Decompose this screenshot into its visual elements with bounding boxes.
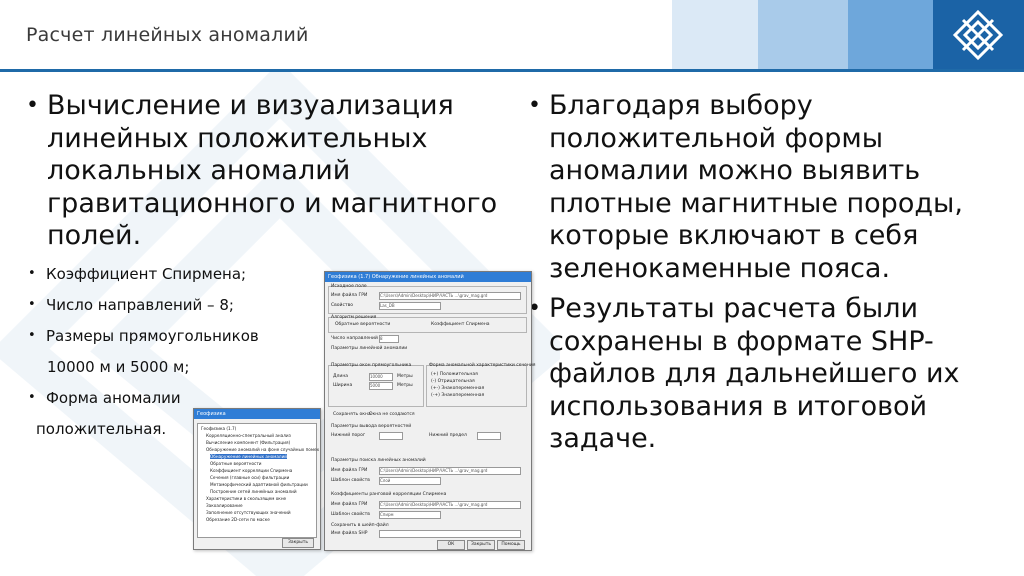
prob-out-label: Нижний предел <box>429 433 467 438</box>
radio-spearman[interactable]: Коэффициент Спирмена <box>431 322 490 327</box>
left-sub-list <box>26 264 326 357</box>
sizes-bullet-line2: 10000 м и 5000 м; <box>47 358 190 376</box>
grid-file-input[interactable]: C:\Users\Admin\Desktop\НИР\ЧАСТЬ ...\grav_mag.grd <box>379 292 521 300</box>
save-windows-checkbox[interactable]: Сохранять окна <box>333 412 371 417</box>
length-label: Длина <box>333 374 349 379</box>
coef-group-label: Коэффициенты ранговой корреляции Спирмена <box>331 492 447 497</box>
tree-node[interactable]: Обнаружение аномалий на фоне случайных помех <box>206 447 320 452</box>
shp-group-label: Параметры поиска линейных аномалий <box>331 458 426 463</box>
right-bullet-positive-form: • Благодаря выбору положительной формы аномалии можно выявить плотные магнитные породы, которые включают в себя зеленокаменные пояса. <box>528 90 998 285</box>
shp-name-input[interactable] <box>379 530 521 538</box>
university-emblem-icon <box>933 0 1024 70</box>
prob-group-label: Параметры вывода вероятностей <box>331 424 412 429</box>
directions-bullet: • Число направлений – 8; <box>26 295 326 315</box>
tree-node[interactable]: Сечения (главные оси) фильтрации <box>210 475 290 480</box>
form-option-alt2[interactable]: (-+) Знакопеременная <box>431 393 485 398</box>
tree-node[interactable]: Геофизика (1.7) <box>201 426 237 431</box>
prob-out-input[interactable] <box>477 432 501 440</box>
save-shp-checkbox[interactable]: Сохранить в шейп-файл <box>331 523 389 528</box>
coef-template-label: Шаблон свойств <box>331 512 370 517</box>
threshold-label: Нижний порог <box>331 433 366 438</box>
directions-input[interactable]: 8 <box>379 335 399 343</box>
coef-file-label: Имя файла ГРИ <box>331 502 368 507</box>
header-band-dark <box>848 0 933 70</box>
close-button[interactable]: Закрыть <box>467 540 495 550</box>
header-band-light <box>672 0 758 70</box>
shp-file-label: Имя файла ГРИ <box>331 468 368 473</box>
form-group-label: Форма аномальной характеристики сечения <box>429 363 536 368</box>
width-unit: Метры <box>397 383 413 388</box>
sizes-bullet: • Размеры прямоугольников <box>26 326 326 346</box>
shape-bullet: • Форма аномалии <box>26 388 326 408</box>
property-label: Свойство <box>331 303 353 308</box>
header-band-mid <box>758 0 848 70</box>
property-input[interactable]: Las_DB <box>379 302 441 310</box>
tree-node[interactable]: Обрезание 2D-сети по маске <box>206 517 270 522</box>
left-main-list <box>26 90 506 259</box>
help-button[interactable]: Помощь <box>497 540 525 550</box>
tree-node[interactable]: Метаморфический адаптивной фильтрации <box>210 482 308 487</box>
tree-node[interactable]: Коэффициент корреляции Спирмена <box>210 468 293 473</box>
geophysics-tree-window <box>193 408 321 550</box>
form-option-positive[interactable]: (+) Положительная <box>431 372 478 377</box>
tree-close-button[interactable]: Закрыть <box>282 538 314 548</box>
window-group-label: Параметры линейной аномалии <box>331 346 408 351</box>
slide-title: Расчет линейных аномалий <box>26 24 309 46</box>
tree-node[interactable]: Закоалирование <box>206 503 243 508</box>
tree-node[interactable]: Обратные вероятности <box>210 461 262 466</box>
form-option-alt1[interactable]: (+-) Знакопеременная <box>431 386 485 391</box>
geophysics-tree <box>197 423 320 538</box>
tree-node[interactable]: Корреляционно-спектральный анализ <box>206 433 291 438</box>
radio-prob[interactable]: Обратные вероятности <box>335 322 391 327</box>
tree-node-selected[interactable]: Обнаружение линейных аномалий <box>210 454 288 459</box>
tree-window-titlebar: Геофизика <box>194 409 320 419</box>
width-label: Ширина <box>333 383 353 388</box>
source-group-label: Исходное поле <box>331 284 367 289</box>
width-input[interactable]: 5000 <box>369 382 393 390</box>
shape-bullet-line2: положительная. <box>36 420 167 438</box>
tree-node[interactable]: Построение сетей линейных аномалий <box>210 489 297 494</box>
save-windows-status: Окна не создаются <box>369 412 415 417</box>
coef-template-input[interactable]: Спирм <box>379 511 441 519</box>
header-rule <box>0 69 1024 72</box>
algorithm-group-label: Алгоритм решения <box>331 315 377 320</box>
tree-node[interactable]: Вычисление компонент (Фильтрация) <box>206 440 291 445</box>
shp-name-label: Имя файла SHP <box>331 531 368 536</box>
form-option-negative[interactable]: (-) Отрицательная <box>431 379 475 384</box>
length-input[interactable]: 10000 <box>369 373 393 381</box>
rect-group-label: Параметры окон прямоугольника <box>331 363 412 368</box>
tree-node[interactable]: Заполнение отсутствующих значений <box>206 510 291 515</box>
right-bullet-shp-results: • Результаты расчета были сохранены в формате SHP-файлов для дальнейшего их использования в итоговой задаче. <box>528 293 998 456</box>
linear-anomaly-dialog <box>324 271 536 551</box>
left-main-bullet: • Вычисление и визуализация линейных положительных локальных аномалий гравитационного и магнитного полей. <box>26 90 506 253</box>
dialog-titlebar: Геофизика (1.7) Обнаружение линейных аномалий <box>325 272 531 282</box>
shp-file-input[interactable]: C:\Users\Admin\Desktop\НИР\ЧАСТЬ ...\grav_mag.grd <box>379 467 521 475</box>
threshold-input[interactable] <box>379 432 403 440</box>
slide-header <box>0 0 1024 70</box>
length-unit: Метры <box>397 374 413 379</box>
shp-template-input[interactable]: Слой <box>379 477 441 485</box>
grid-file-label: Имя файла ГРИ <box>331 293 368 298</box>
spearman-bullet: • Коэффициент Спирмена; <box>26 264 326 284</box>
directions-label: Число направлений <box>331 336 378 341</box>
ok-button[interactable]: ОК <box>437 540 465 550</box>
coef-file-input[interactable]: C:\Users\Admin\Desktop\НИР\ЧАСТЬ ...\grav_mag.grd <box>379 501 521 509</box>
shp-template-label: Шаблон свойств <box>331 478 370 483</box>
tree-node[interactable]: Характеристики в скользящем окне <box>206 496 287 501</box>
right-list <box>528 90 998 462</box>
